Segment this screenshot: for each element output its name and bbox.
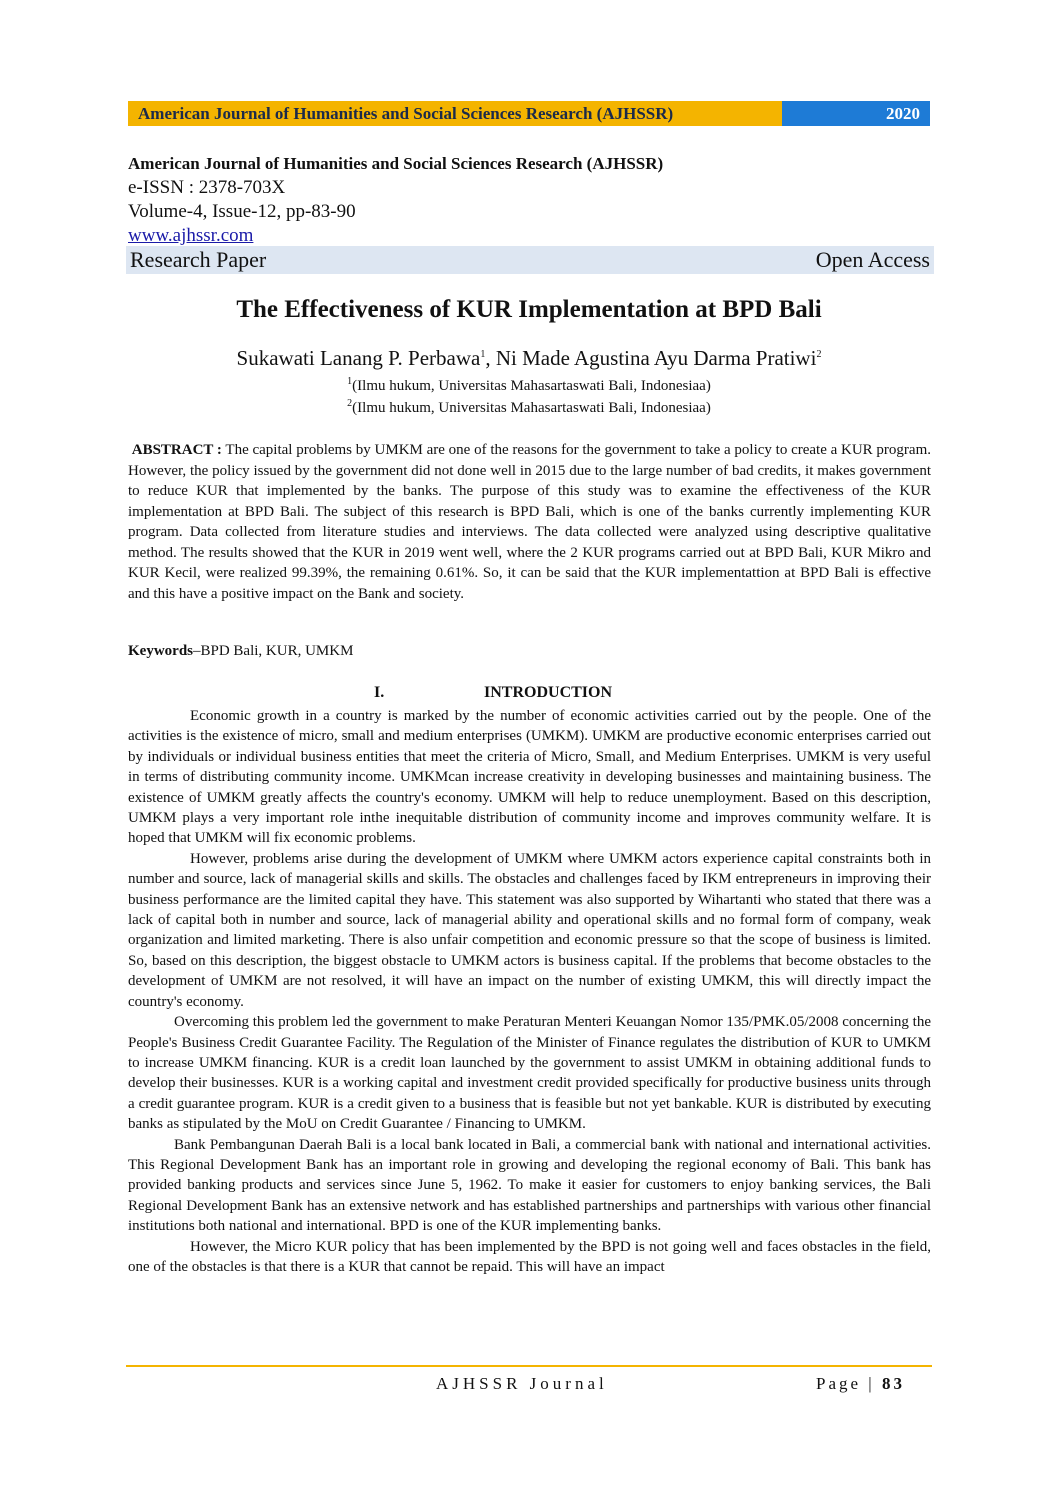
journal-meta (128, 152, 934, 248)
paper-type-label: Research Paper (130, 247, 267, 272)
affiliation-2 (0, 398, 1058, 417)
paper-title: The Effectiveness of KUR Implementation at BPD Bali (236, 296, 822, 323)
footer-page (816, 1374, 905, 1394)
meta-journal-name: American Journal of Humanities and Social Sciences Research (AJHSSR) (128, 154, 664, 173)
body-text (128, 706, 931, 1277)
paragraph-3: Overcoming this problem led the government to make Peraturan Menteri Keuangan Nomor 135/PMK.05/2008 concerning the People's Business Credit Guarantee Facility. The Regulation of the Minister of Finance regulates the distribution of KUR to UMKM to increase UMKM financing. KUR is a credit loan launched by the government to assist UMKM in obtaining additional funds to develop their businesses. KUR is a working capital and investment credit provided specifically for productive business units through a credit guarantee program. KUR is a credit given to a business that is feasible but not yet bankable. KUR is distributed by executing banks as stipulated by the MoU on Credit Guarantee / Financing to UMKM. (128, 1014, 931, 1133)
abstract (128, 440, 931, 604)
section-number: I. (374, 684, 385, 701)
keywords-text: –BPD Bali, KUR, UMKM (193, 643, 354, 659)
affiliation-2-text: (Ilmu hukum, Universitas Mahasartaswati Bali, Indonesiaa) (352, 400, 711, 416)
footer-journal: AJHSSR Journal (436, 1374, 608, 1393)
affiliation-1-sup: 1 (347, 376, 353, 387)
author-list (0, 346, 1058, 371)
footer-rule (126, 1365, 932, 1367)
paragraph-5: However, the Micro KUR policy that has been implemented by the BPD is not going well and faces obstacles in the field, one of the obstacles is that there is a KUR that cannot be repaid. This will have an impact (128, 1238, 931, 1275)
meta-issn: e-ISSN : 2378-703X (128, 177, 286, 198)
abstract-label: ABSTRACT : (131, 442, 222, 458)
paragraph-1: Economic growth in a country is marked by the number of economic activities carried out by the people. One of the activities is the existence of micro, small and medium enterprises (UMKM). UMKM are productive economic enterprises carried out by individuals or individual business entities that meet the criteria of Micro, Small, and Medium Enterprises. UMKM is very useful in terms of distributing community income. UMKMcan increase creativity in developing businesses and maintaining business. The existence of UMKM greatly affects the country's economy. UMKM will help to reduce unemployment. Based on this description, UMKM plays a very important role inthe inequitable distribution of community income and improves community welfare. It is hoped that UMKM will fix economic problems. (128, 708, 931, 847)
footer-page-label: Page | (816, 1374, 882, 1393)
author-1-sup: 1 (480, 349, 486, 360)
affiliation-1 (0, 376, 1058, 395)
paragraph-4: Bank Pembangunan Daerah Bali is a local bank located in Bali, a commercial bank with national and international activities. This Regional Development Bank has an important role in growing and developing the regional economy of Bali. This bank has provided banking products and services since June 5, 1962. To make it easier for customers to enjoy banking services, the Bali Regional Development Bank has an extensive network and has established partnerships and partnerships with various other financial institutions both national and international. BPD is one of the KUR implementing banks. (128, 1136, 931, 1235)
banner-journal-title: American Journal of Humanities and Social Sciences Research (AJHSSR) (128, 101, 782, 126)
keywords (128, 643, 353, 660)
open-access-label: Open Access (815, 247, 930, 272)
meta-volume: Volume-4, Issue-12, pp-83-90 (128, 201, 356, 222)
journal-banner (128, 101, 930, 126)
section-title: INTRODUCTION (484, 684, 613, 701)
affiliation-2-sup: 2 (347, 398, 353, 409)
author-2-sup: 2 (816, 349, 822, 360)
author-1: Sukawati Lanang P. Perbawa (236, 346, 481, 370)
paper-type-bar (126, 246, 934, 274)
footer-page-number: 83 (881, 1374, 905, 1393)
keywords-label: Keywords (128, 643, 193, 659)
abstract-text: The capital problems by UMKM are one of the reasons for the government to take a policy to create a KUR program. However, the policy issued by the government did not done well in 2015 due to the large number of bad credits, it makes government to reduce KUR that implemented by the banks. The purpose of this study was to examine the effectiveness of the KUR implementation at BPD Bali. The subject of this research is BPD Bali, which is one of the banks currently implementing KUR program. Data collected from literature studies and interviews. The data collected were analyzed using descriptive qualitative method. The results showed that the KUR in 2019 went well, where the 2 KUR programs carried out at BPD Bali, KUR Mikro and KUR Kecil, were realized 99.39%, the remaining 0.61%. So, it can be said that the KUR implementattion at BPD Bali is effective and this have a positive impact on the Bank and society. (128, 442, 932, 602)
journal-website-link[interactable]: www.ajhssr.com (128, 225, 254, 246)
author-separator: , (485, 346, 496, 370)
banner-year: 2020 (782, 101, 930, 126)
paragraph-2: However, problems arise during the development of UMKM where UMKM actors experience capital constraints both in number and source, lack of managerial skills and skills. The obstacles and challenges faced by IKM entrepreneurs in improving their business performance are the limited capital they have. This statement was also supported by Wihartanti who stated that there was a lack of capital both in number and source, lack of managerial ability and operational skills and no formal form of company, weak organization and limited marketing. There is also unfair competition and economic pressure so that the scope of business is limited. So, based on this description, the biggest obstacle to UMKM actors is business capital. If the problems that become obstacles to the development of UMKM are not resolved, it will have an impact on the number of existing UMKM, this will directly impact the country's economy. (128, 850, 931, 1010)
affiliation-1-text: (Ilmu hukum, Universitas Mahasartaswati Bali, Indonesiaa) (352, 378, 711, 394)
author-2: Ni Made Agustina Ayu Darma Pratiwi (495, 346, 817, 370)
